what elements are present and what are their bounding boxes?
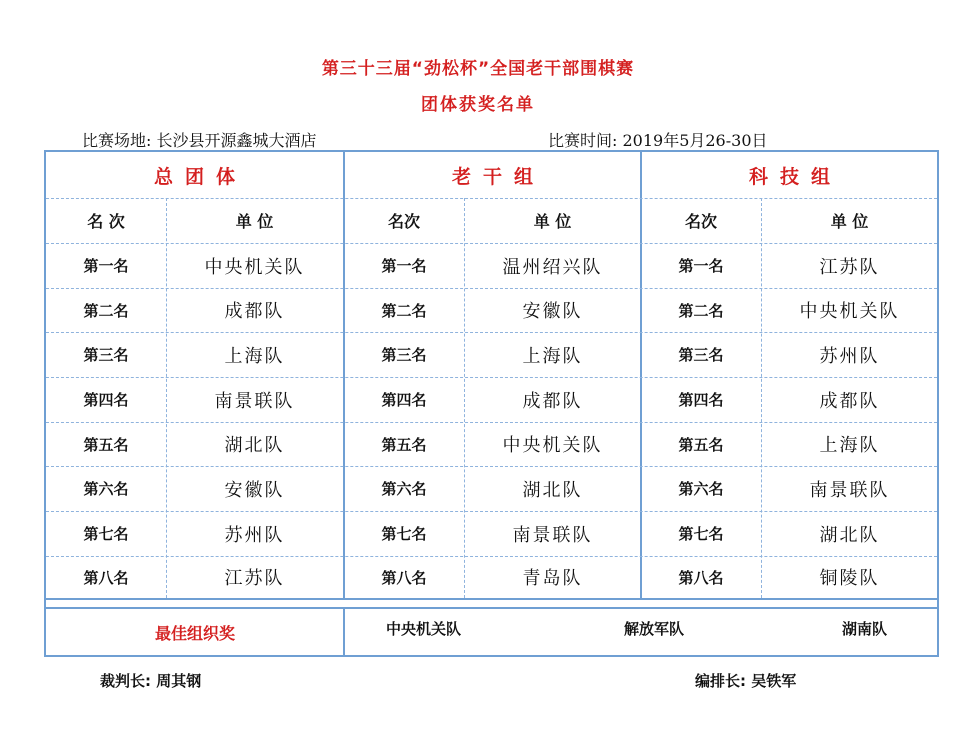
row-divider [46, 422, 937, 423]
unit-cell: 江苏队 [819, 256, 880, 278]
row-divider [46, 198, 937, 199]
unit-cell: 苏州队 [819, 345, 880, 367]
group-divider [343, 152, 345, 598]
unit-cell: 中央机关队 [799, 301, 900, 322]
rank-cell: 第八名 [678, 568, 724, 587]
unit-cell: 安徽队 [522, 301, 583, 322]
unit-cell: 湖北队 [819, 524, 880, 546]
unit-header: 单 位 [235, 212, 274, 231]
rank-cell: 第七名 [381, 525, 427, 543]
column-divider [761, 198, 762, 598]
group-divider [640, 152, 642, 598]
table-bottom-divider [46, 598, 937, 600]
unit-cell: 南景联队 [512, 524, 593, 546]
unit-cell: 铜陵队 [819, 568, 880, 589]
rank-cell: 第三名 [83, 346, 129, 364]
rank-cell: 第一名 [381, 257, 427, 275]
unit-cell: 中央机关队 [204, 256, 305, 278]
unit-cell: 温州绍兴队 [502, 256, 603, 278]
unit-cell: 江苏队 [224, 568, 285, 589]
rank-cell: 第二名 [678, 301, 724, 320]
unit-cell: 青岛队 [522, 568, 583, 589]
best-org-label: 最佳组织奖 [154, 623, 235, 643]
rank-cell: 第一名 [83, 257, 129, 275]
unit-cell: 上海队 [819, 435, 880, 456]
rank-cell: 第三名 [678, 346, 724, 364]
row-divider [46, 511, 937, 512]
page-subtitle: 团体获奖名单 [421, 95, 535, 115]
rank-cell: 第五名 [678, 435, 724, 454]
row-divider [46, 288, 937, 289]
venue-text: 比赛场地: 长沙县开源鑫城大酒店 [82, 131, 317, 150]
row-divider [46, 377, 937, 378]
unit-cell: 湖北队 [522, 479, 583, 501]
row-divider [46, 466, 937, 467]
rank-cell: 第五名 [83, 435, 129, 454]
unit-header: 单 位 [830, 212, 869, 231]
unit-cell: 中央机关队 [502, 435, 603, 456]
unit-cell: 安徽队 [224, 479, 285, 501]
rank-cell: 第二名 [381, 301, 427, 320]
best-org-winner: 湖南队 [842, 620, 888, 638]
unit-cell: 湖北队 [224, 435, 285, 456]
column-divider [166, 198, 167, 598]
rank-cell: 第六名 [83, 480, 129, 498]
row-divider [46, 556, 937, 557]
group-title: 总团体 [153, 165, 247, 188]
rank-cell: 第五名 [381, 435, 427, 454]
unit-cell: 苏州队 [224, 524, 285, 546]
column-divider [464, 198, 465, 598]
rank-cell: 第六名 [678, 480, 724, 498]
row-divider [46, 332, 937, 333]
unit-header: 单 位 [533, 212, 572, 231]
unit-cell: 上海队 [522, 345, 583, 367]
unit-cell: 上海队 [224, 345, 285, 367]
rank-cell: 第七名 [83, 525, 129, 543]
best-org-winner: 解放军队 [624, 620, 685, 638]
row-divider [46, 243, 937, 244]
rank-cell: 第七名 [678, 525, 724, 543]
rank-cell: 第八名 [381, 568, 427, 587]
rank-cell: 第二名 [83, 301, 129, 320]
rank-cell: 第一名 [678, 257, 724, 275]
page-title: 第三十三届“劲松杯”全国老干部围棋赛 [321, 59, 635, 79]
unit-cell: 成都队 [522, 390, 583, 412]
rank-cell: 第四名 [678, 391, 724, 409]
rank-header: 名次 [387, 212, 420, 231]
unit-cell: 南景联队 [214, 390, 295, 412]
scheduler-text: 编排长: 吴铁军 [695, 672, 797, 690]
rank-cell: 第四名 [381, 391, 427, 409]
group-title: 科技组 [748, 165, 842, 188]
rank-cell: 第六名 [381, 480, 427, 498]
best-org-winner: 中央机关队 [386, 620, 462, 638]
rank-cell: 第三名 [381, 346, 427, 364]
rank-header: 名次 [684, 212, 717, 231]
unit-cell: 南景联队 [809, 479, 890, 501]
rank-cell: 第八名 [83, 568, 129, 587]
unit-cell: 成都队 [819, 390, 880, 412]
rank-header: 名 次 [87, 212, 125, 231]
rank-cell: 第四名 [83, 391, 129, 409]
group-title: 老干组 [451, 165, 545, 188]
referee-text: 裁判长: 周其钢 [100, 672, 202, 690]
unit-cell: 成都队 [224, 301, 285, 322]
date-text: 比赛时间: 2019年5月26-30日 [548, 131, 768, 150]
